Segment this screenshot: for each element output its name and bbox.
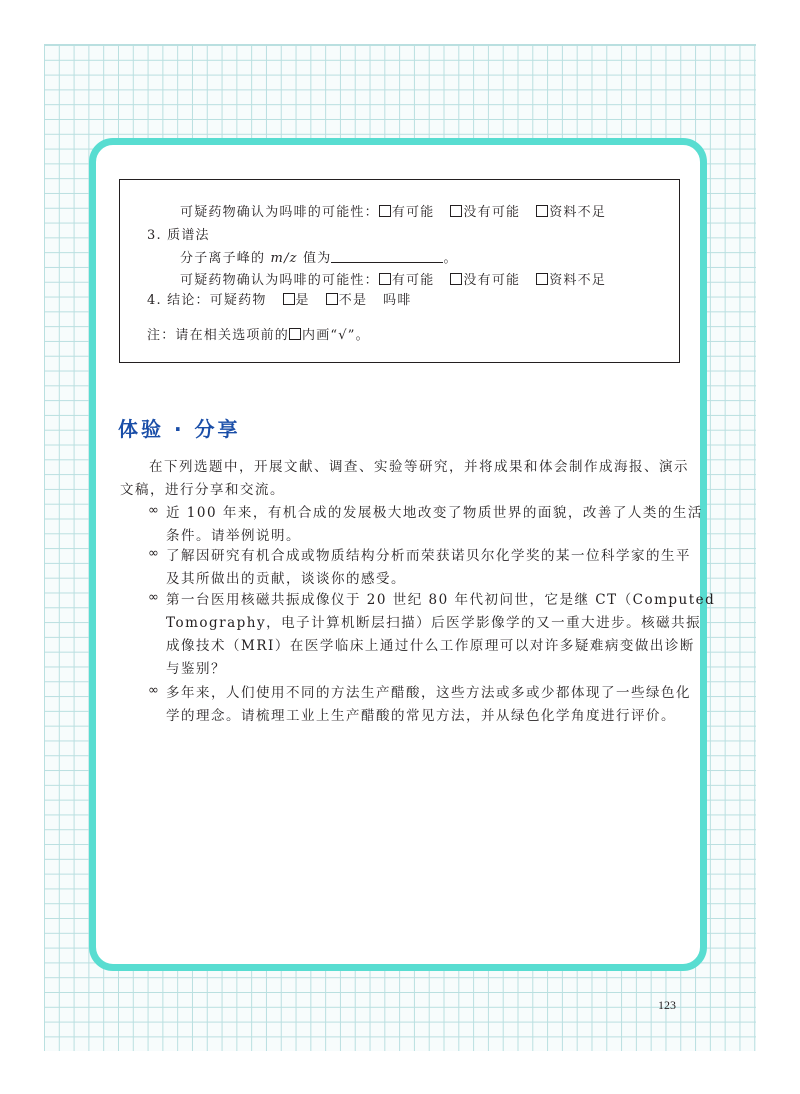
checkbox-symbol: [289, 328, 301, 340]
page-number: 123: [658, 998, 676, 1012]
checkbox[interactable]: [536, 205, 548, 217]
item-2-line-1: 了解因研究有机合成或物质结构分析而荣获诺贝尔化学奖的某一位科学家的生平: [166, 548, 691, 564]
mass-spec-heading: 3. 质谱法: [147, 228, 210, 243]
checkbox[interactable]: [450, 205, 462, 217]
checkbox[interactable]: [536, 273, 548, 285]
item-1-line-1: 近 100 年来，有机合成的发展极大地改变了物质世界的面貌，改善了人类的生活: [166, 505, 703, 521]
intro-paragraph-line-2: 文稿，进行分享和交流。: [120, 482, 285, 498]
blank-line[interactable]: [331, 250, 443, 263]
checkbox[interactable]: [379, 273, 391, 285]
bullet-icon: ∞: [148, 683, 159, 698]
item-4-line-1: 多年来，人们使用不同的方法生产醋酸，这些方法或多或少都体现了一些绿色化: [166, 685, 691, 701]
item-2-line-2: 及其所做出的贡献，谈谈你的感受。: [166, 571, 406, 587]
question-box: [119, 179, 680, 363]
checkbox[interactable]: [450, 273, 462, 285]
mz-line: 分子离子峰的 m/z 值为 。: [180, 251, 458, 266]
checkbox[interactable]: [326, 293, 338, 305]
item-3-line-3: 成像技术（MRI）在医学临床上通过什么工作原理可以对许多疑难病变做出诊断: [166, 638, 695, 654]
note-line: 注：请在相关选项前的 内画“√”。: [147, 328, 370, 343]
possibility-line-2: 可疑药物确认为吗啡的可能性： 有可能 没有可能 资料不足: [180, 273, 607, 288]
item-3-line-4: 与鉴别？: [166, 661, 226, 677]
checkbox[interactable]: [379, 205, 391, 217]
item-3-line-1: 第一台医用核磁共振成像仪于 20 世纪 80 年代初问世，它是继 CT（Computed: [166, 592, 716, 608]
intro-paragraph-line-1: 在下列选题中，开展文献、调查、实验等研究，并将成果和体会制作成海报、演示: [149, 459, 689, 475]
bullet-icon: ∞: [148, 503, 159, 518]
bullet-icon: ∞: [148, 590, 159, 605]
item-3-line-2: Tomography，电子计算机断层扫描）后医学影像学的又一重大进步。核磁共振: [166, 615, 702, 631]
bullet-icon: ∞: [148, 546, 159, 561]
checkbox[interactable]: [283, 293, 295, 305]
possibility-line-1: 可疑药物确认为吗啡的可能性： 有可能 没有可能 资料不足: [180, 205, 607, 220]
item-1-line-2: 条件。请举例说明。: [166, 528, 301, 544]
conclusion-line: 4. 结论：可疑药物 是 不是 吗啡: [147, 293, 412, 308]
section-title: 体验 · 分享: [118, 417, 241, 441]
item-4-line-2: 学的理念。请梳理工业上生产醋酸的常见方法，并从绿色化学角度进行评价。: [166, 708, 676, 724]
